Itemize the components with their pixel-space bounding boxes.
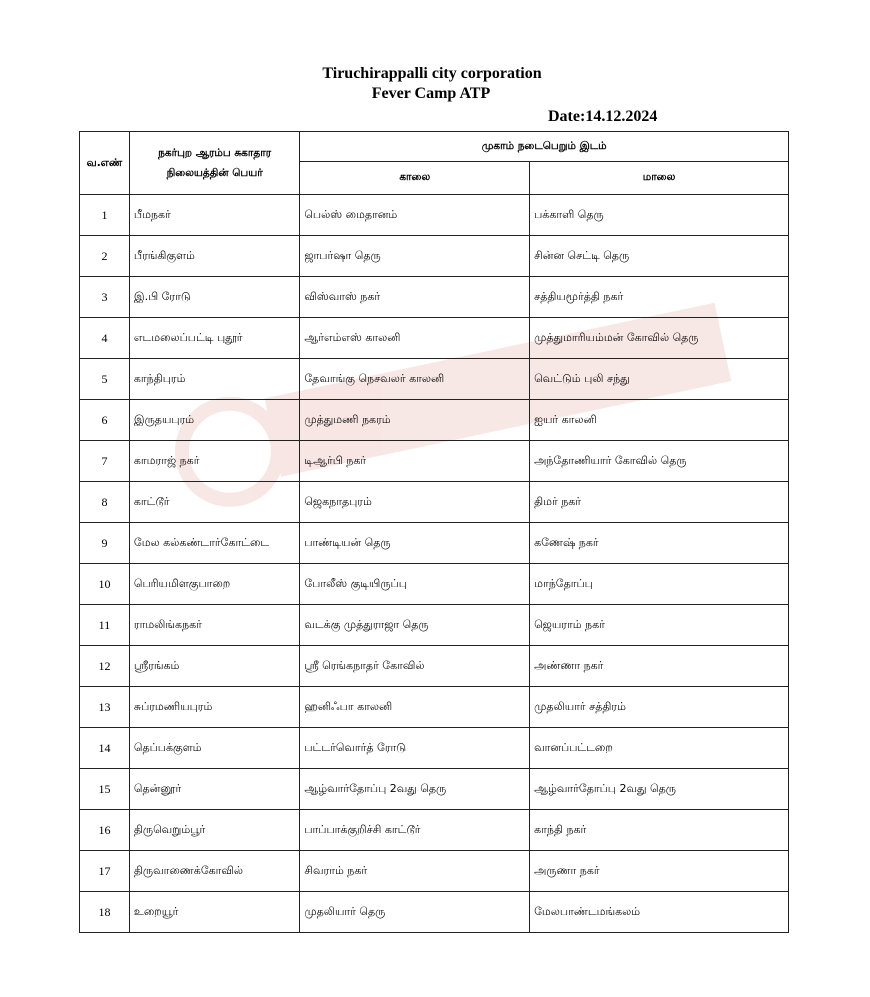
- row-evening: அந்தோணியார் கோவில் தெரு: [530, 441, 789, 482]
- row-serial: 6: [80, 400, 130, 441]
- row-evening: மேலபாண்டமங்கலம்: [530, 892, 789, 933]
- table-row: [80, 400, 789, 441]
- header-center-name-line1: நகர்புற ஆரம்ப சுகாதார: [158, 147, 272, 159]
- table-row: [80, 318, 789, 359]
- row-morning: பாப்பாக்குறிச்சி காட்டூர்: [300, 810, 530, 851]
- row-serial: 15: [80, 769, 130, 810]
- table-row: [80, 687, 789, 728]
- row-evening: முதலியார் சத்திரம்: [530, 687, 789, 728]
- row-serial: 14: [80, 728, 130, 769]
- row-center: மேல கல்கண்டார்கோட்டை: [129, 523, 299, 564]
- row-morning: போலீஸ் குடியிருப்பு: [300, 564, 530, 605]
- row-center: காட்டூர்: [129, 482, 299, 523]
- row-morning: தேவாங்கு நெசவலர் காலனி: [300, 359, 530, 400]
- table-row: [80, 277, 789, 318]
- row-morning: ஜெகநாதபுரம்: [300, 482, 530, 523]
- row-center: தெப்பக்குளம்: [129, 728, 299, 769]
- row-evening: ஆழ்வார்தோப்பு 2வது தெரு: [530, 769, 789, 810]
- row-morning: ஜாபர்ஷா தெரு: [300, 236, 530, 277]
- header-center-name: [129, 132, 299, 195]
- row-evening: அண்ணா நகர்: [530, 646, 789, 687]
- row-evening: வானப்பட்டறை: [530, 728, 789, 769]
- row-serial: 10: [80, 564, 130, 605]
- header-serial: வ.எண்: [80, 132, 130, 195]
- row-center: பெரியமிளகுபாறை: [129, 564, 299, 605]
- row-serial: 12: [80, 646, 130, 687]
- document-header: [0, 64, 870, 104]
- row-morning: பாண்டியன் தெரு: [300, 523, 530, 564]
- row-serial: 1: [80, 195, 130, 236]
- row-evening: அருணா நகர்: [530, 851, 789, 892]
- row-center: காந்திபுரம்: [129, 359, 299, 400]
- header-camp-place: முகாம் நடைபெறும் இடம்: [300, 132, 789, 162]
- row-center: பீரங்கிகுளம்: [129, 236, 299, 277]
- row-evening: திமர் நகர்: [530, 482, 789, 523]
- row-morning: சிவராம் நகர்: [300, 851, 530, 892]
- row-center: இ.பி ரோடு: [129, 277, 299, 318]
- row-center: பீமநகர்: [129, 195, 299, 236]
- row-center: தென்னூர்: [129, 769, 299, 810]
- row-center: சுப்ரமணியபுரம்: [129, 687, 299, 728]
- row-evening: சத்தியமூர்த்தி நகர்: [530, 277, 789, 318]
- row-center: இருதயபுரம்: [129, 400, 299, 441]
- row-serial: 18: [80, 892, 130, 933]
- row-center: காமராஜ் நகர்: [129, 441, 299, 482]
- table-row: [80, 892, 789, 933]
- row-serial: 9: [80, 523, 130, 564]
- header-center-name-line2: நிலையத்தின் பெயர்: [166, 167, 263, 179]
- row-serial: 16: [80, 810, 130, 851]
- table-row: [80, 441, 789, 482]
- row-serial: 11: [80, 605, 130, 646]
- row-morning: ஆர்எம்எஸ் காலனி: [300, 318, 530, 359]
- header-evening: மாலை: [530, 161, 789, 194]
- row-morning: விஸ்வாஸ் நகர்: [300, 277, 530, 318]
- table-row: [80, 810, 789, 851]
- table-row: [80, 564, 789, 605]
- row-serial: 8: [80, 482, 130, 523]
- fever-camp-table: [79, 131, 789, 933]
- row-center: திருவெறும்பூர்: [129, 810, 299, 851]
- row-morning: முதலியார் தெரு: [300, 892, 530, 933]
- row-center: ராமலிங்கநகர்: [129, 605, 299, 646]
- table-row: [80, 605, 789, 646]
- organization-title: Tiruchirappalli city corporation: [322, 65, 542, 82]
- table-row: [80, 236, 789, 277]
- row-evening: பக்காளி தெரு: [530, 195, 789, 236]
- row-morning: ஹனிஃபா காலனி: [300, 687, 530, 728]
- row-morning: பெல்ஸ் மைதானம்: [300, 195, 530, 236]
- row-center: எடமலைப்பட்டி புதூர்: [129, 318, 299, 359]
- document-date: Date:14.12.2024: [548, 108, 658, 125]
- row-evening: கணேஷ் நகர்: [530, 523, 789, 564]
- table-row: [80, 851, 789, 892]
- row-serial: 2: [80, 236, 130, 277]
- row-serial: 13: [80, 687, 130, 728]
- row-center: உறையூர்: [129, 892, 299, 933]
- table-row: [80, 482, 789, 523]
- table-row: [80, 646, 789, 687]
- row-evening: வெட்டும் புலி சந்து: [530, 359, 789, 400]
- row-evening: ஜெயராம் நகர்: [530, 605, 789, 646]
- row-center: ஸ்ரீரங்கம்: [129, 646, 299, 687]
- row-serial: 17: [80, 851, 130, 892]
- table-row: [80, 359, 789, 400]
- row-morning: முத்துமணி நகரம்: [300, 400, 530, 441]
- row-morning: பட்டர்வொர்த் ரோடு: [300, 728, 530, 769]
- header-morning: காலை: [300, 161, 530, 194]
- row-serial: 5: [80, 359, 130, 400]
- document-subtitle: Fever Camp ATP: [371, 85, 491, 102]
- table-row: [80, 195, 789, 236]
- table-row: [80, 728, 789, 769]
- row-serial: 3: [80, 277, 130, 318]
- row-evening: சின்ன செட்டி தெரு: [530, 236, 789, 277]
- row-evening: காந்தி நகர்: [530, 810, 789, 851]
- table-row: [80, 523, 789, 564]
- row-morning: வடக்கு முத்துராஜா தெரு: [300, 605, 530, 646]
- row-evening: ஐயர் காலனி: [530, 400, 789, 441]
- row-evening: மாந்தோப்பு: [530, 564, 789, 605]
- row-morning: ஆழ்வார்தோப்பு 2வது தெரு: [300, 769, 530, 810]
- row-evening: முத்துமாரியம்மன் கோவில் தெரு: [530, 318, 789, 359]
- row-serial: 4: [80, 318, 130, 359]
- row-morning: ஸ்ரீ ரெங்கநாதர் கோவில்: [300, 646, 530, 687]
- row-serial: 7: [80, 441, 130, 482]
- table-row: [80, 769, 789, 810]
- row-morning: டிஆர்பி நகர்: [300, 441, 530, 482]
- row-center: திருவாணைக்கோவில்: [129, 851, 299, 892]
